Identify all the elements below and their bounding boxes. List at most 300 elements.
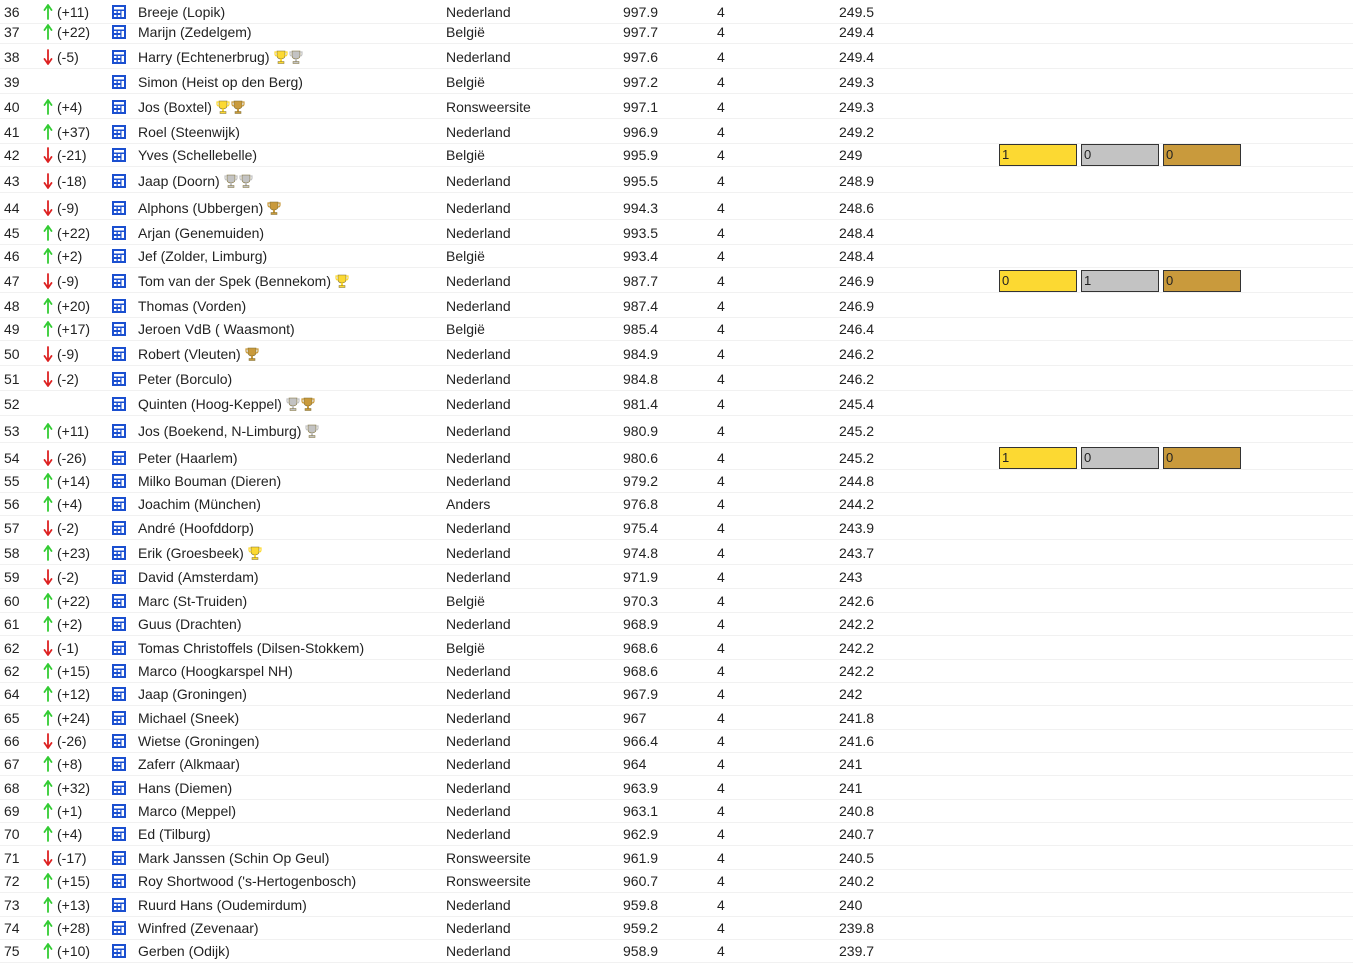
total-score: 960.7 bbox=[623, 872, 659, 889]
calculator-icon[interactable] bbox=[111, 99, 127, 115]
table-row bbox=[0, 846, 1353, 870]
country: Nederland bbox=[446, 472, 511, 489]
games-played: 4 bbox=[717, 449, 725, 466]
calculator-icon[interactable] bbox=[111, 49, 127, 65]
player-cell bbox=[138, 569, 263, 585]
average-score: 243 bbox=[839, 568, 863, 585]
games-played: 4 bbox=[717, 662, 725, 679]
arrow-up-icon bbox=[43, 873, 53, 889]
games-played: 4 bbox=[717, 146, 725, 163]
gold-trophy-icon bbox=[335, 274, 349, 288]
player-cell bbox=[138, 396, 316, 412]
rank-number: 53 bbox=[4, 422, 20, 439]
arrow-up-icon bbox=[43, 756, 53, 772]
player-cell bbox=[138, 873, 360, 889]
player-cell bbox=[138, 225, 268, 241]
rank-number: 38 bbox=[4, 48, 20, 65]
calculator-icon[interactable] bbox=[111, 74, 127, 90]
average-score: 239.8 bbox=[839, 919, 875, 936]
arrow-up-icon bbox=[43, 473, 53, 489]
player-name-link[interactable]: Mark Janssen (Schin Op Geul) bbox=[138, 849, 330, 866]
calculator-icon[interactable] bbox=[111, 616, 127, 632]
country: Nederland bbox=[446, 942, 511, 959]
arrow-down-icon bbox=[43, 450, 53, 466]
player-cell bbox=[138, 897, 311, 913]
player-cell bbox=[138, 756, 244, 772]
table-row bbox=[0, 95, 1353, 119]
player-name-link[interactable]: Milko Bouman (Dieren) bbox=[138, 472, 282, 489]
country: Nederland bbox=[446, 449, 511, 466]
player-name-link[interactable]: Ruurd Hans (Oudemirdum) bbox=[138, 896, 307, 913]
player-name-link[interactable]: Roel (Steenwijk) bbox=[138, 123, 240, 140]
calculator-icon[interactable] bbox=[111, 593, 127, 609]
games-played: 4 bbox=[717, 48, 725, 65]
rank-number: 64 bbox=[4, 685, 20, 702]
rank-number: 45 bbox=[4, 224, 20, 241]
calculator-icon[interactable] bbox=[111, 663, 127, 679]
arrow-up-icon bbox=[43, 99, 53, 115]
games-played: 4 bbox=[717, 802, 725, 819]
average-score: 248.4 bbox=[839, 224, 875, 241]
player-name-link[interactable]: Jeroen VdB ( Waasmont) bbox=[138, 320, 295, 337]
games-played: 4 bbox=[717, 919, 725, 936]
player-name-link[interactable]: Yves (Schellebelle) bbox=[138, 146, 258, 163]
arrow-up-icon bbox=[43, 124, 53, 140]
calculator-icon[interactable] bbox=[111, 273, 127, 289]
calculator-icon[interactable] bbox=[111, 147, 127, 163]
average-score: 246.4 bbox=[839, 320, 875, 337]
calculator-icon[interactable] bbox=[111, 545, 127, 561]
games-played: 4 bbox=[717, 98, 725, 115]
rank-change: (-2) bbox=[57, 568, 79, 585]
player-cell bbox=[138, 593, 251, 609]
player-name-link[interactable]: Hans (Diemen) bbox=[138, 779, 233, 796]
country: België bbox=[446, 73, 485, 90]
rank-number: 57 bbox=[4, 519, 20, 536]
player-cell bbox=[138, 346, 260, 362]
rank-number: 62 bbox=[4, 662, 20, 679]
table-row bbox=[0, 120, 1353, 144]
player-name-link[interactable]: David (Amsterdam) bbox=[138, 568, 259, 585]
country: Nederland bbox=[446, 297, 511, 314]
player-cell bbox=[138, 520, 258, 536]
silver-trophy-icon bbox=[286, 397, 300, 411]
gold-trophy-icon bbox=[248, 546, 262, 560]
country: Nederland bbox=[446, 199, 511, 216]
calculator-icon[interactable] bbox=[111, 897, 127, 913]
player-name-link[interactable]: Quinten (Hoog-Keppel) bbox=[138, 395, 282, 412]
player-name-link[interactable]: Erik (Groesbeek) bbox=[138, 544, 244, 561]
table-row bbox=[0, 612, 1353, 636]
calculator-icon[interactable] bbox=[111, 248, 127, 264]
silver-trophy-icon bbox=[289, 50, 303, 64]
calculator-icon[interactable] bbox=[111, 173, 127, 189]
player-name-link[interactable]: Zaferr (Alkmaar) bbox=[138, 755, 240, 772]
table-row bbox=[0, 822, 1353, 846]
calculator-icon[interactable] bbox=[111, 346, 127, 362]
player-cell bbox=[138, 943, 234, 959]
rank-change: (+8) bbox=[57, 755, 83, 772]
total-score: 997.7 bbox=[623, 23, 659, 40]
rank-change: (+13) bbox=[57, 896, 91, 913]
rank-number: 36 bbox=[4, 3, 20, 20]
calculator-icon[interactable] bbox=[111, 371, 127, 387]
player-name-link[interactable]: Marijn (Zedelgem) bbox=[138, 23, 252, 40]
player-name-link[interactable]: Joachim (München) bbox=[138, 495, 261, 512]
rank-number: 43 bbox=[4, 172, 20, 189]
calculator-icon[interactable] bbox=[111, 298, 127, 314]
table-row bbox=[0, 659, 1353, 683]
table-row bbox=[0, 469, 1353, 493]
player-cell bbox=[138, 733, 263, 749]
rank-number: 74 bbox=[4, 919, 20, 936]
player-name-link[interactable]: Simon (Heist op den Berg) bbox=[138, 73, 303, 90]
player-name-link[interactable]: Jaap (Doorn) bbox=[138, 172, 220, 189]
calculator-icon[interactable] bbox=[111, 733, 127, 749]
total-score: 997.1 bbox=[623, 98, 659, 115]
medal-boxes bbox=[999, 144, 1241, 166]
player-name-link[interactable]: Marco (Meppel) bbox=[138, 802, 237, 819]
player-name-link[interactable]: Breeje (Lopik) bbox=[138, 3, 226, 20]
games-played: 4 bbox=[717, 422, 725, 439]
arrow-down-icon bbox=[43, 733, 53, 749]
trophy-list bbox=[274, 50, 304, 64]
player-name-link[interactable]: Jos (Boekend, N-Limburg) bbox=[138, 422, 302, 439]
rank-number: 50 bbox=[4, 345, 20, 362]
country: Nederland bbox=[446, 224, 511, 241]
rank-change: (-21) bbox=[57, 146, 87, 163]
calculator-icon[interactable] bbox=[111, 640, 127, 656]
player-name-link[interactable]: Guus (Drachten) bbox=[138, 615, 242, 632]
country: Nederland bbox=[446, 732, 511, 749]
table-row bbox=[0, 706, 1353, 730]
total-score: 968.6 bbox=[623, 639, 659, 656]
arrow-up-icon bbox=[43, 4, 53, 20]
total-score: 970.3 bbox=[623, 592, 659, 609]
arrow-up-icon bbox=[43, 248, 53, 264]
silver-trophy-icon bbox=[224, 174, 238, 188]
arrow-down-icon bbox=[43, 640, 53, 656]
games-played: 4 bbox=[717, 568, 725, 585]
total-score: 963.1 bbox=[623, 802, 659, 819]
player-cell bbox=[138, 640, 368, 656]
rank-number: 73 bbox=[4, 896, 20, 913]
calculator-icon[interactable] bbox=[111, 496, 127, 512]
rank-number: 68 bbox=[4, 779, 20, 796]
country: Nederland bbox=[446, 709, 511, 726]
silver-medal-count: 0 bbox=[1081, 447, 1159, 469]
average-score: 239.7 bbox=[839, 942, 875, 959]
rank-number: 40 bbox=[4, 98, 20, 115]
rank-change: (+4) bbox=[57, 495, 83, 512]
player-name-link[interactable]: Wietse (Groningen) bbox=[138, 732, 260, 749]
rank-change: (-17) bbox=[57, 849, 87, 866]
rank-change: (-26) bbox=[57, 732, 87, 749]
games-played: 4 bbox=[717, 272, 725, 289]
country: Nederland bbox=[446, 779, 511, 796]
country: België bbox=[446, 23, 485, 40]
rank-change: (+28) bbox=[57, 919, 91, 936]
rank-change: (-2) bbox=[57, 519, 79, 536]
player-cell bbox=[138, 473, 285, 489]
total-score: 961.9 bbox=[623, 849, 659, 866]
total-score: 959.2 bbox=[623, 919, 659, 936]
average-score: 246.2 bbox=[839, 370, 875, 387]
table-row bbox=[0, 776, 1353, 800]
player-name-link[interactable]: Arjan (Genemuiden) bbox=[138, 224, 265, 241]
rank-number: 37 bbox=[4, 23, 20, 40]
table-row bbox=[0, 367, 1353, 391]
player-cell bbox=[138, 371, 236, 387]
bronze-medal-count: 0 bbox=[1163, 144, 1241, 166]
calculator-icon[interactable] bbox=[111, 321, 127, 337]
games-played: 4 bbox=[717, 395, 725, 412]
calculator-icon[interactable] bbox=[111, 225, 127, 241]
calculator-icon[interactable] bbox=[111, 520, 127, 536]
arrow-down-icon bbox=[43, 200, 53, 216]
table-row bbox=[0, 939, 1353, 963]
calculator-icon[interactable] bbox=[111, 569, 127, 585]
rank-number: 46 bbox=[4, 247, 20, 264]
rank-number: 49 bbox=[4, 320, 20, 337]
games-played: 4 bbox=[717, 849, 725, 866]
player-cell bbox=[138, 496, 265, 512]
table-row bbox=[0, 869, 1353, 893]
calculator-icon[interactable] bbox=[111, 873, 127, 889]
rank-number: 58 bbox=[4, 544, 20, 561]
player-name-link[interactable]: Roy Shortwood ('s-Hertogenbosch) bbox=[138, 872, 357, 889]
total-score: 964 bbox=[623, 755, 647, 772]
games-played: 4 bbox=[717, 755, 725, 772]
average-score: 240.8 bbox=[839, 802, 875, 819]
country: Nederland bbox=[446, 3, 511, 20]
player-name-link[interactable]: Robert (Vleuten) bbox=[138, 345, 241, 362]
trophy-list bbox=[248, 546, 263, 560]
player-cell bbox=[138, 248, 271, 264]
arrow-up-icon bbox=[43, 803, 53, 819]
average-score: 248.4 bbox=[839, 247, 875, 264]
games-played: 4 bbox=[717, 172, 725, 189]
calculator-icon[interactable] bbox=[111, 396, 127, 412]
average-score: 245.2 bbox=[839, 449, 875, 466]
gold-medal-count: 1 bbox=[999, 144, 1077, 166]
player-cell bbox=[138, 710, 243, 726]
country: Nederland bbox=[446, 802, 511, 819]
calculator-icon[interactable] bbox=[111, 200, 127, 216]
calculator-icon[interactable] bbox=[111, 423, 127, 439]
average-score: 245.4 bbox=[839, 395, 875, 412]
player-cell bbox=[138, 49, 304, 65]
table-row bbox=[0, 317, 1353, 341]
country: Ronsweersite bbox=[446, 849, 531, 866]
average-score: 240.5 bbox=[839, 849, 875, 866]
player-name-link[interactable]: Jef (Zolder, Limburg) bbox=[138, 247, 268, 264]
player-name-link[interactable]: Jaap (Groningen) bbox=[138, 685, 247, 702]
total-score: 997.6 bbox=[623, 48, 659, 65]
arrow-up-icon bbox=[43, 663, 53, 679]
table-row bbox=[0, 169, 1353, 193]
games-played: 4 bbox=[717, 224, 725, 241]
rank-change: (+22) bbox=[57, 23, 91, 40]
table-row bbox=[0, 294, 1353, 318]
silver-medal-count: 1 bbox=[1081, 270, 1159, 292]
average-score: 244.8 bbox=[839, 472, 875, 489]
average-score: 241 bbox=[839, 755, 863, 772]
rank-change: (+1) bbox=[57, 802, 83, 819]
silver-medal-count: 0 bbox=[1081, 144, 1159, 166]
games-played: 4 bbox=[717, 896, 725, 913]
player-cell bbox=[138, 200, 282, 216]
total-score: 995.9 bbox=[623, 146, 659, 163]
average-score: 245.2 bbox=[839, 422, 875, 439]
rank-change: (+17) bbox=[57, 320, 91, 337]
total-score: 993.4 bbox=[623, 247, 659, 264]
calculator-icon[interactable] bbox=[111, 850, 127, 866]
country: België bbox=[446, 639, 485, 656]
total-score: 984.8 bbox=[623, 370, 659, 387]
bronze-trophy-icon bbox=[267, 201, 281, 215]
silver-trophy-icon bbox=[239, 174, 253, 188]
rank-number: 47 bbox=[4, 272, 20, 289]
calculator-icon[interactable] bbox=[111, 826, 127, 842]
player-name-link[interactable]: Alphons (Ubbergen) bbox=[138, 199, 264, 216]
total-score: 985.4 bbox=[623, 320, 659, 337]
average-score: 242.2 bbox=[839, 639, 875, 656]
table-row bbox=[0, 799, 1353, 823]
rank-number: 67 bbox=[4, 755, 20, 772]
calculator-icon[interactable] bbox=[111, 920, 127, 936]
trophy-list bbox=[216, 100, 246, 114]
player-cell bbox=[138, 298, 250, 314]
table-row bbox=[0, 269, 1353, 293]
player-name-link[interactable]: Thomas (Vorden) bbox=[138, 297, 247, 314]
average-score: 241 bbox=[839, 779, 863, 796]
rank-number: 69 bbox=[4, 802, 20, 819]
rank-number: 72 bbox=[4, 872, 20, 889]
calculator-icon[interactable] bbox=[111, 450, 127, 466]
total-score: 997.2 bbox=[623, 73, 659, 90]
rank-number: 75 bbox=[4, 942, 20, 959]
arrow-up-icon bbox=[43, 545, 53, 561]
country: België bbox=[446, 320, 485, 337]
arrow-up-icon bbox=[43, 616, 53, 632]
rank-change: (+22) bbox=[57, 592, 91, 609]
rank-number: 41 bbox=[4, 123, 20, 140]
rank-change: (+10) bbox=[57, 942, 91, 959]
player-cell bbox=[138, 803, 240, 819]
player-name-link[interactable]: Michael (Sneek) bbox=[138, 709, 240, 726]
player-name-link[interactable]: Peter (Borculo) bbox=[138, 370, 233, 387]
games-played: 4 bbox=[717, 3, 725, 20]
total-score: 987.7 bbox=[623, 272, 659, 289]
country: Nederland bbox=[446, 519, 511, 536]
average-score: 241.8 bbox=[839, 709, 875, 726]
total-score: 967.9 bbox=[623, 685, 659, 702]
rank-change-icon bbox=[43, 396, 53, 412]
player-name-link[interactable]: Tomas Christoffels (Dilsen-Stokkem) bbox=[138, 639, 365, 656]
trophy-list bbox=[245, 347, 260, 361]
games-played: 4 bbox=[717, 247, 725, 264]
calculator-icon[interactable] bbox=[111, 756, 127, 772]
games-played: 4 bbox=[717, 825, 725, 842]
player-name-link[interactable]: Marc (St-Truiden) bbox=[138, 592, 248, 609]
rank-change: (-1) bbox=[57, 639, 79, 656]
games-played: 4 bbox=[717, 519, 725, 536]
gold-medal-count: 1 bbox=[999, 447, 1077, 469]
calculator-icon[interactable] bbox=[111, 473, 127, 489]
calculator-icon[interactable] bbox=[111, 803, 127, 819]
arrow-down-icon bbox=[43, 520, 53, 536]
calculator-icon[interactable] bbox=[111, 124, 127, 140]
table-row bbox=[0, 446, 1353, 470]
total-score: 967 bbox=[623, 709, 647, 726]
player-cell bbox=[138, 4, 229, 20]
calculator-icon[interactable] bbox=[111, 780, 127, 796]
medal-boxes bbox=[999, 447, 1241, 469]
player-name-link[interactable]: André (Hoofddorp) bbox=[138, 519, 254, 536]
country: België bbox=[446, 247, 485, 264]
player-cell bbox=[138, 74, 307, 90]
player-name-link[interactable]: Marco (Hoogkarspel NH) bbox=[138, 662, 293, 679]
average-score: 242 bbox=[839, 685, 863, 702]
calculator-icon[interactable] bbox=[111, 943, 127, 959]
calculator-icon[interactable] bbox=[111, 710, 127, 726]
rank-change: (+23) bbox=[57, 544, 91, 561]
rank-change: (+37) bbox=[57, 123, 91, 140]
total-score: 984.9 bbox=[623, 345, 659, 362]
arrow-down-icon bbox=[43, 569, 53, 585]
total-score: 994.3 bbox=[623, 199, 659, 216]
trophy-list bbox=[286, 397, 316, 411]
average-score: 246.9 bbox=[839, 297, 875, 314]
player-name-link[interactable]: Winfred (Zevenaar) bbox=[138, 919, 259, 936]
player-name-link[interactable]: Gerben (Odijk) bbox=[138, 942, 230, 959]
calculator-icon[interactable] bbox=[111, 24, 127, 40]
rank-change: (+4) bbox=[57, 98, 83, 115]
calculator-icon[interactable] bbox=[111, 686, 127, 702]
table-row bbox=[0, 636, 1353, 660]
table-row bbox=[0, 342, 1353, 366]
rank-change: (-18) bbox=[57, 172, 87, 189]
player-cell bbox=[138, 920, 263, 936]
average-score: 240.2 bbox=[839, 872, 875, 889]
rank-number: 54 bbox=[4, 449, 20, 466]
average-score: 249.3 bbox=[839, 73, 875, 90]
total-score: 958.9 bbox=[623, 942, 659, 959]
player-cell bbox=[138, 616, 245, 632]
table-row bbox=[0, 541, 1353, 565]
calculator-icon[interactable] bbox=[111, 4, 127, 20]
player-name-link[interactable]: Tom van der Spek (Bennekom) bbox=[138, 272, 331, 289]
country: Nederland bbox=[446, 272, 511, 289]
games-played: 4 bbox=[717, 23, 725, 40]
average-score: 246.9 bbox=[839, 272, 875, 289]
rank-number: 44 bbox=[4, 199, 20, 216]
player-name-link[interactable]: Peter (Haarlem) bbox=[138, 449, 238, 466]
arrow-up-icon bbox=[43, 826, 53, 842]
country: Nederland bbox=[446, 172, 511, 189]
total-score: 995.5 bbox=[623, 172, 659, 189]
total-score: 963.9 bbox=[623, 779, 659, 796]
player-name-link[interactable]: Harry (Echtenerbrug) bbox=[138, 48, 270, 65]
table-row bbox=[0, 516, 1353, 540]
average-score: 249.4 bbox=[839, 23, 875, 40]
player-name-link[interactable]: Jos (Boxtel) bbox=[138, 98, 212, 115]
player-cell bbox=[138, 321, 299, 337]
player-name-link[interactable]: Ed (Tilburg) bbox=[138, 825, 211, 842]
rank-change: (-9) bbox=[57, 272, 79, 289]
games-played: 4 bbox=[717, 199, 725, 216]
